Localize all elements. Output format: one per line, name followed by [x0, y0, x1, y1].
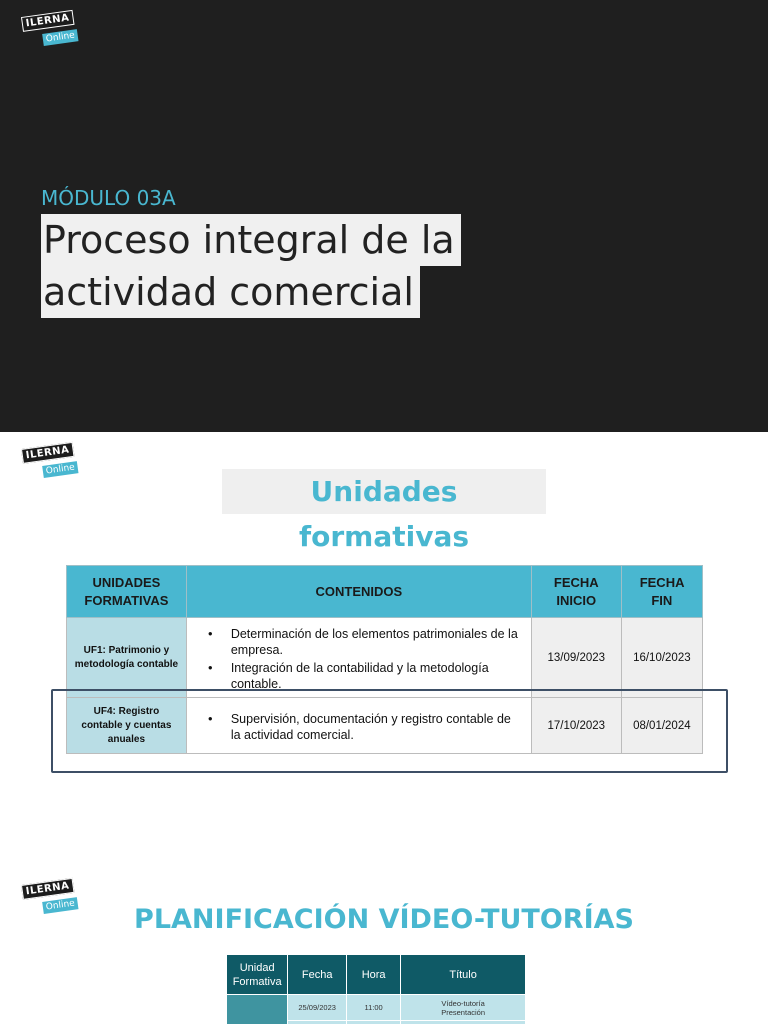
- header-date: Fecha: [288, 955, 347, 995]
- tutorials-table: [226, 954, 526, 1024]
- title-line-2: actividad comercial: [41, 266, 420, 318]
- date-cell: 25/09/2023: [288, 995, 347, 1021]
- list-item: ● Supervisión, documentación y registro contable de la actividad comercial.: [205, 711, 523, 743]
- header-time: Hora: [347, 955, 401, 995]
- unit-name: UF1: Patrimonio y metodología contable: [67, 618, 187, 698]
- header-contents: CONTENIDOS: [186, 566, 531, 618]
- list-item: ● Integración de la contabilidad y la metodología contable.: [205, 660, 523, 692]
- units-title: Unidades formativas: [222, 469, 546, 514]
- module-label: MÓDULO 03A: [41, 186, 176, 210]
- logo-text-online: Online: [42, 461, 78, 478]
- header-end-date: FECHA FIN: [621, 566, 702, 618]
- header-unit: Unidad Formativa: [227, 955, 288, 995]
- header-start-date: FECHA INICIO: [531, 566, 621, 618]
- unit-name: UF4: Registro contable y cuentas anuales: [67, 698, 187, 754]
- logo-text-online: Online: [42, 29, 78, 46]
- logo-text-ilerna: ILERNA: [21, 442, 74, 464]
- slide-title: [41, 214, 461, 318]
- table-header-row: [227, 955, 526, 995]
- date-cell: [288, 1021, 347, 1024]
- title-slide: [0, 0, 768, 432]
- unit-cell: [227, 995, 288, 1024]
- start-date: 17/10/2023: [531, 698, 621, 754]
- list-item: ● Determinación de los elementos patrimoniales de la empresa.: [205, 626, 523, 658]
- table-header-row: [67, 566, 703, 618]
- time-cell: [347, 1021, 401, 1024]
- ilerna-online-logo: [22, 446, 84, 482]
- end-date: 08/01/2024: [621, 698, 702, 754]
- title-line-1: Proceso integral de la: [41, 214, 461, 266]
- title-cell: [401, 1021, 526, 1024]
- time-cell: 11:00: [347, 995, 401, 1021]
- ilerna-online-logo: [22, 14, 84, 50]
- table-row: [67, 618, 703, 698]
- logo-text-ilerna: ILERNA: [21, 10, 74, 32]
- table-row: [227, 995, 526, 1021]
- logo-text-ilerna: ILERNA: [21, 878, 74, 900]
- planning-slide: [0, 864, 768, 1024]
- start-date: 13/09/2023: [531, 618, 621, 698]
- header-title: Título: [401, 955, 526, 995]
- header-units: UNIDADES FORMATIVAS: [67, 566, 187, 618]
- end-date: 16/10/2023: [621, 618, 702, 698]
- contents-list: [205, 626, 523, 692]
- unit-contents: [186, 618, 531, 698]
- logo-text-online: Online: [42, 897, 78, 914]
- title-cell: Vídeo-tutoría Presentación: [401, 995, 526, 1021]
- planning-title: PLANIFICACIÓN VÍDEO-TUTORÍAS: [134, 904, 634, 935]
- highlight-box: [51, 689, 728, 773]
- units-slide: [0, 432, 768, 864]
